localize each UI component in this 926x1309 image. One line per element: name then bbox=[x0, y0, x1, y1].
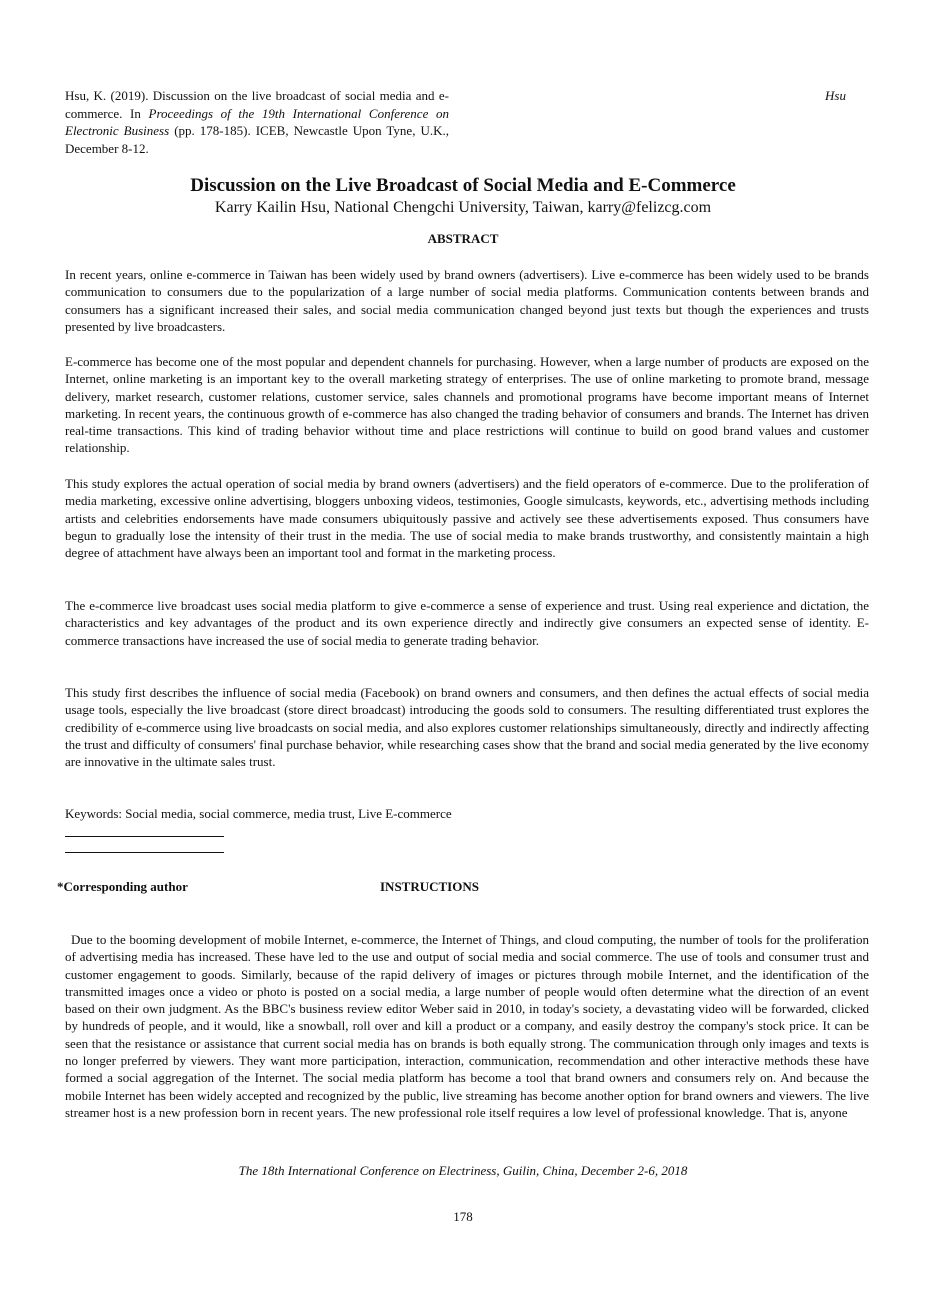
footnote-rule bbox=[65, 852, 224, 853]
footnote-rule bbox=[65, 836, 224, 837]
corresponding-author-note: *Corresponding author bbox=[57, 879, 188, 894]
paper-title: Discussion on the Live Broadcast of Social Media and E-Commerce bbox=[190, 175, 736, 196]
citation-proceedings: Proceedings of the 19th International Conference on Electronic Business bbox=[65, 105, 449, 138]
author-line: Karry Kailin Hsu, National Chengchi University, Taiwan, karry@felizcg.com bbox=[214, 199, 712, 216]
abstract-paragraph: The e-commerce live broadcast uses social media platform to give e-commerce a sense of experience and trust. Using real experience and dictation, the characteristics and key advantages of the product and its own experience directly and indirectly give consumers an expected sense of identity. E-commerce transactions have increased the use of social media to generate trading behavior. bbox=[65, 598, 869, 648]
abstract-paragraph: This study first describes the influence of social media (Facebook) on brand owners and consumers, and then defines the actual effects of social media usage tools, especially the live broadcast (store direct broadcast) introducing the goods sold to consumers. The resulting differentiated trust explores the credibility of e-commerce using live broadcasts on social media, and also explores customer relationships simultaneously, directly and indirectly affecting the trust and difficulty of consumers' final purchase behavior, while researching cases show that the brand and social media generated by the live economy are innovative in the ultimate sales trust. bbox=[65, 685, 869, 770]
instructions-heading: INSTRUCTIONS bbox=[380, 879, 479, 894]
page-footer: The 18th International Conference on Electriness, Guilin, China, December 2-6, 2018 bbox=[238, 1163, 688, 1178]
abstract-paragraph: E-commerce has become one of the most popular and dependent channels for purchasing. However, when a large number of products are exposed on the Internet, online marketing is an important key to the overall marketing strategy of enterprises. The use of online marketing to promote brand, message delivery, market research, customer relations, customer service, sales channels and promotional programs have become important means of Internet marketing. In recent years, the continuous growth of e-commerce has also changed the trading behavior of consumers and brands. The Internet has driven real-time transactions. This kind of trading behavior without time and place restrictions will continue to build on good brand values and customer relationship. bbox=[65, 354, 869, 456]
citation-block bbox=[65, 87, 449, 157]
body-paragraph: Due to the booming development of mobile Internet, e-commerce, the Internet of Things, and cloud computing, the number of tools for the proliferation of advertising media has increased. These have led to the use and output of social media and social commerce. The use of tools and consumer trust and customer engagement to goods. Similarly, because of the rapid delivery of images or pictures through mobile Internet, and the identification of the transmitted images once a video or photo is posted on a social media, a large number of people would often determine what the direction of an event based on their own judgment. As the BBC's business review editor Weber said in 2010, in today's society, a devastating video will be forwarded, clicked by hundreds of people, and it would, like a snowball, roll over and kill a product or a company, and easily destroy the company's stock price. It can be seen that the resistance or assistance that current social media has on brands is both equally strong. The communication through only images and texts is no longer preferred by viewers. They want more participation, interaction, communication, recommendation and other interactive methods these have formed a social aggregation of the Internet. The social media platform has become a tool that brand owners and consumers rely on. And because the mobile Internet has been widely accepted and recognized by the public, live streaming has become another option for brand owners and viewers. The live streamer host is a new profession born in recent years. The new professional role itself requires a low level of professional knowledge. That is, anyone bbox=[65, 932, 869, 1120]
running-head: Hsu bbox=[825, 88, 846, 103]
keywords: Keywords: Social media, social commerce, media trust, Live E-commerce bbox=[65, 806, 452, 821]
citation-text-end: (pp. 178-185). ICEB, Newcastle Upon Tyne, U.K., December 8-12. bbox=[65, 123, 449, 156]
abstract-heading: ABSTRACT bbox=[427, 231, 499, 246]
abstract-paragraph: This study explores the actual operation of social media by brand owners (advertisers) and the field operators of e-commerce. Due to the proliferation of media marketing, excessive online advertising, bloggers unboxing videos, testimonies, Google simulcasts, keywords, etc., advertising methods including artists and celebrities endorsements have made consumers ubiquitously passive and actively see these advertisements exposed. Thus consumers have begun to gradually lose the intensity of their trust in the media. The use of social media to make brands trustworthy, and consistently maintain a high degree of attachment have always been an important tool and format in the marketing process. bbox=[65, 476, 869, 561]
abstract-paragraph: In recent years, online e-commerce in Taiwan has been widely used by brand owners (advertisers). Live e-commerce has been widely used to be brands communication to consumers due to the popularization of a large number of social media platforms. Communication contents between brands and consumers has a significant increased their sales, and social media communication changed beyond just texts but though the experiences and trusts presented by live broadcasters. bbox=[65, 267, 869, 334]
page-number: 178 bbox=[453, 1209, 473, 1224]
citation-text: Hsu, K. (2019). Discussion on the live broadcast of social media and e-commerce. In bbox=[65, 88, 449, 121]
